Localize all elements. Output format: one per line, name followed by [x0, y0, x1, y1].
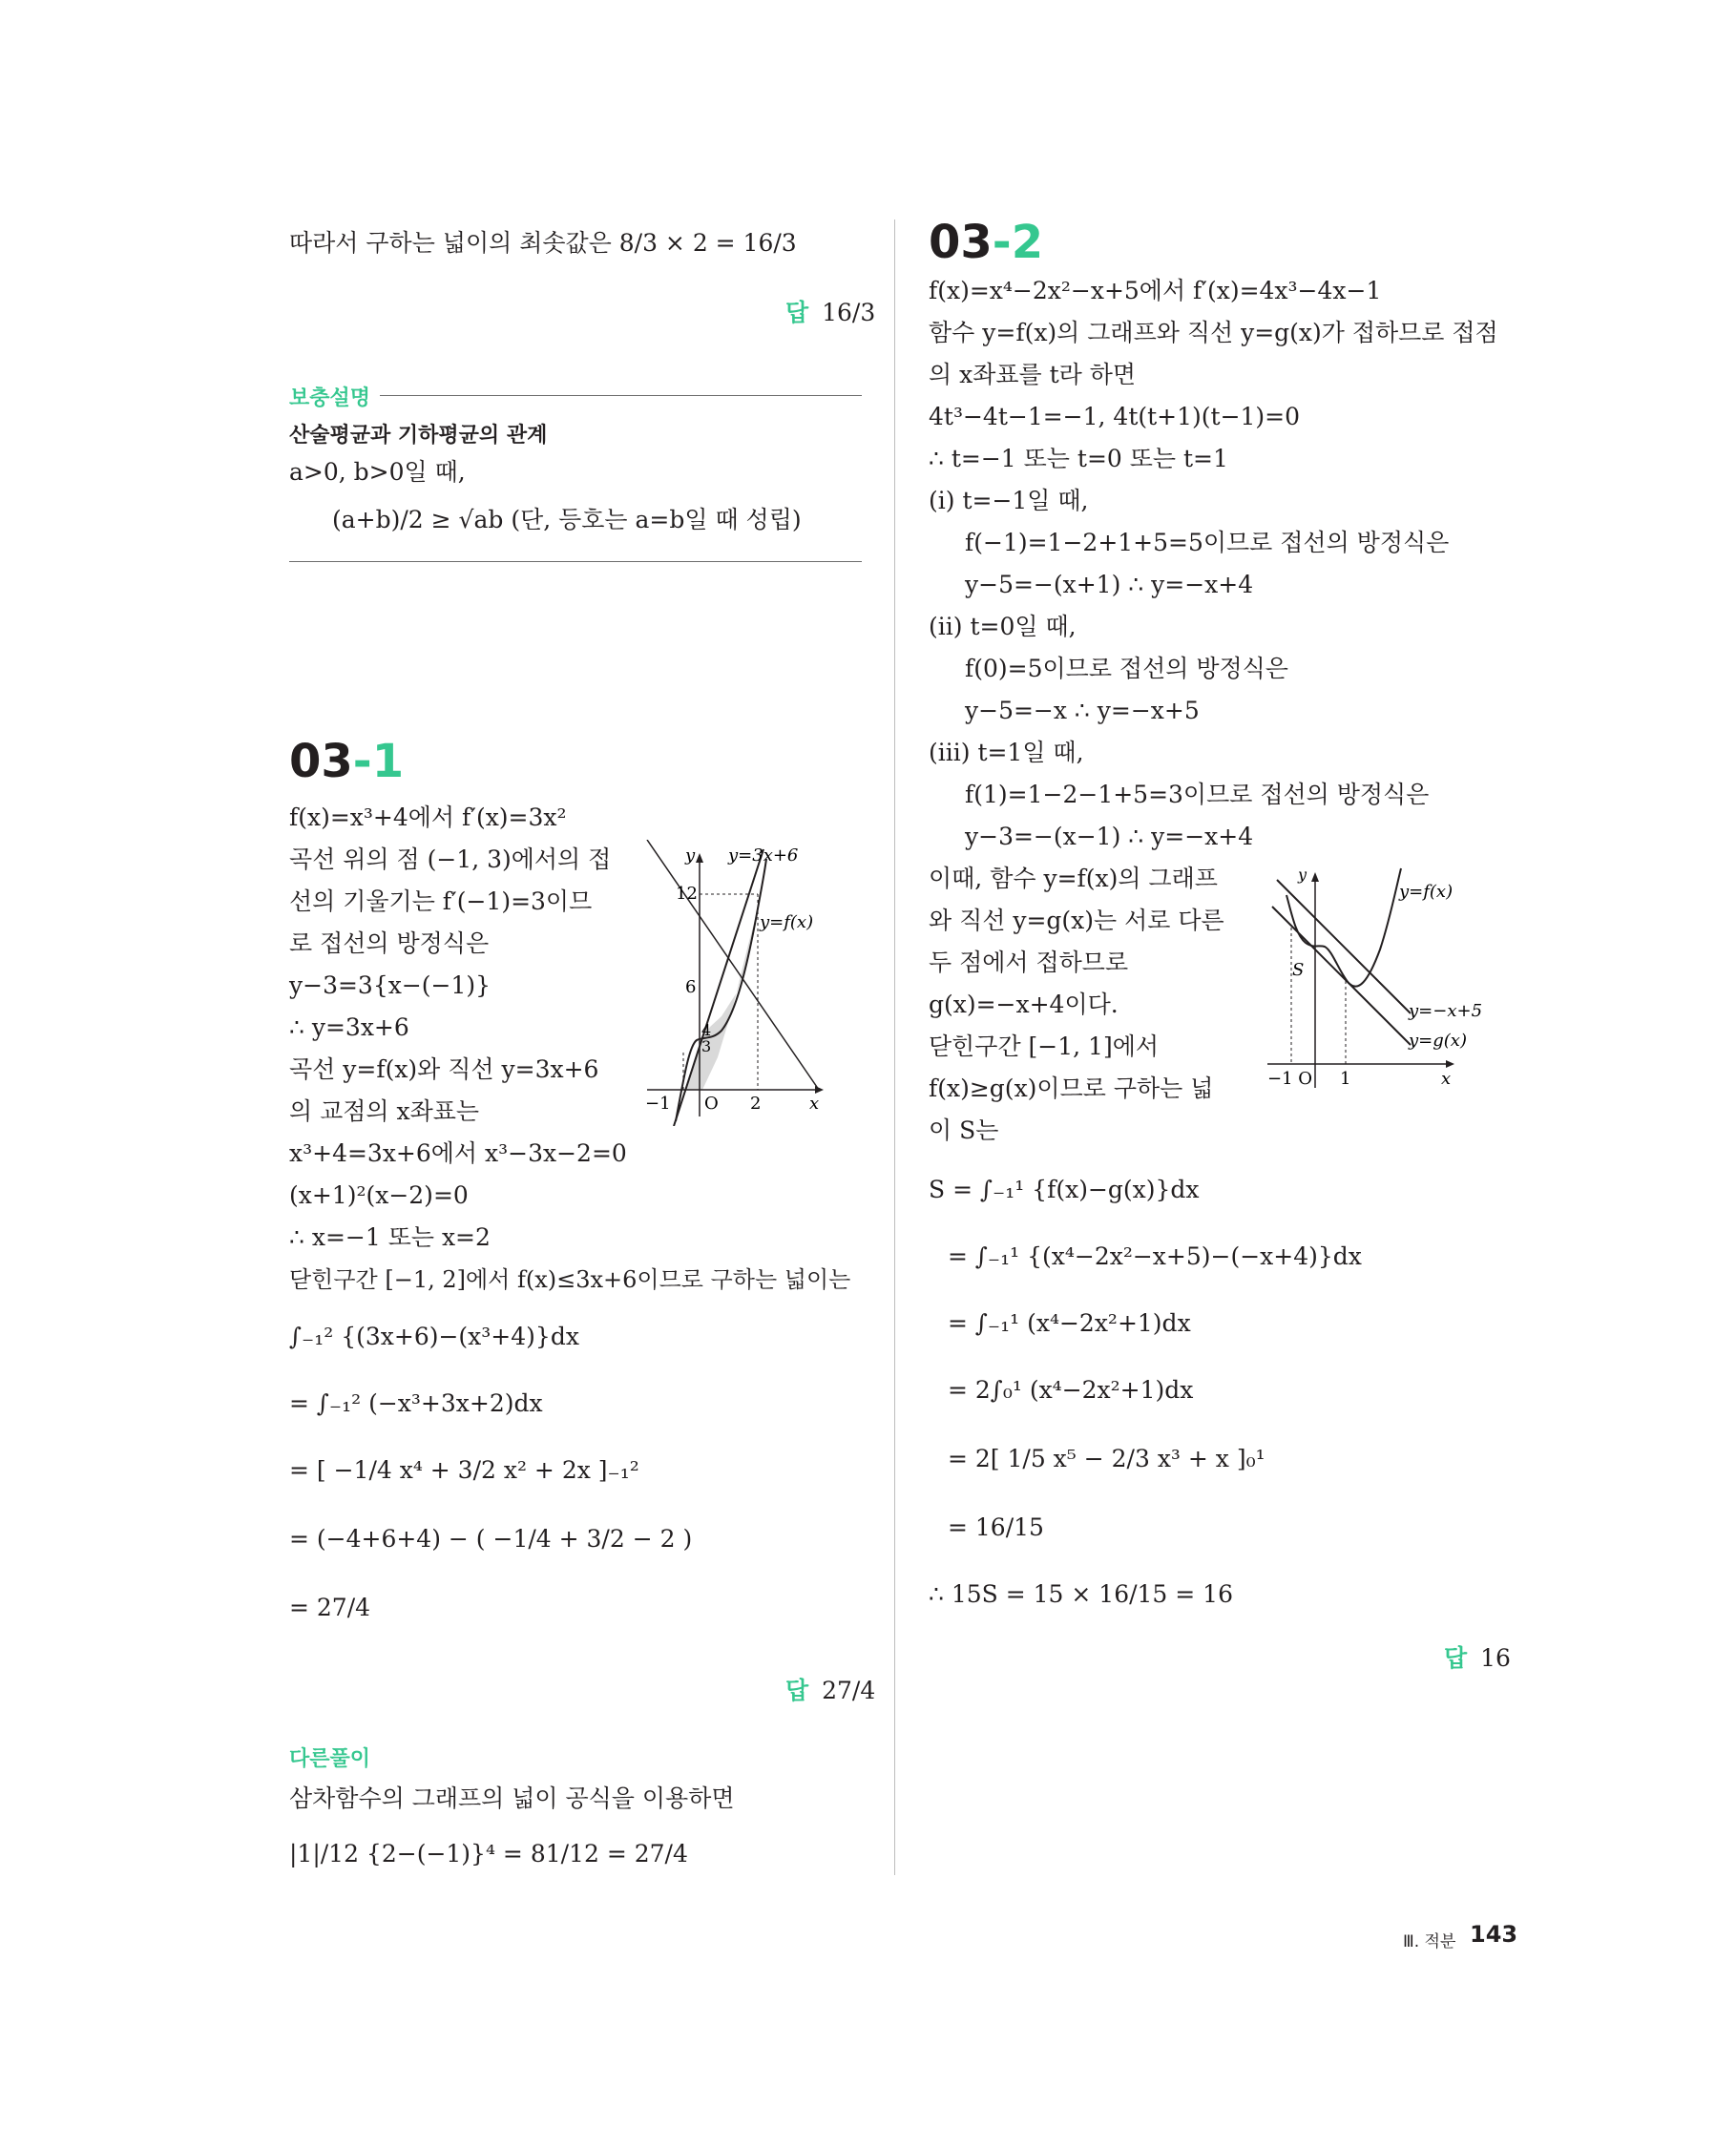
- p31-line-11: ∴ x=−1 또는 x=2: [289, 1223, 491, 1251]
- p32-line-20: f(x)≥g(x)이므로 구하는 넓: [929, 1074, 1214, 1102]
- heading-sub: 2: [1011, 216, 1044, 269]
- p32-line-25: = 2∫₀¹ (x⁴−2x²+1)dx: [948, 1376, 1194, 1404]
- alt-solution-title: 다른풀이: [289, 1747, 371, 1771]
- footer-page-number: 143: [1470, 1921, 1518, 1948]
- p32-line-3: 의 x좌표를 t라 하면: [929, 361, 1137, 388]
- p32-line-24: = ∫₋₁¹ (x⁴−2x²+1)dx: [948, 1309, 1191, 1337]
- y-axis-arrow: [696, 853, 703, 863]
- heading-number: 03: [289, 735, 353, 788]
- p32-line-21: 이 S는: [929, 1116, 999, 1144]
- region-label: S: [1292, 960, 1305, 980]
- p32-line-11: y−5=−x ∴ y=−x+5: [965, 697, 1200, 724]
- line2-label: y=g(x): [1409, 1031, 1467, 1051]
- p32-line-7: f(−1)=1−2+1+5=5이므로 접선의 방정식은: [965, 529, 1450, 556]
- tick-3: 3: [701, 1037, 712, 1055]
- answer-label: 답: [785, 299, 809, 326]
- supplement-title: 보충설명: [289, 386, 371, 410]
- alt-line-2: |1|/12 {2−(−1)}⁴ = 81/12 = 27/4: [289, 1840, 688, 1867]
- supplement-line-2: (a+b)/2 ≥ √ab (단, 등호는 a=b일 때 성립): [332, 506, 802, 533]
- p32-line-9: (ⅱ) t=0일 때,: [929, 613, 1077, 640]
- line1-label: y=−x+5: [1409, 1001, 1483, 1021]
- answer-value: 16: [1480, 1644, 1511, 1672]
- answer-value: 27/4: [822, 1677, 876, 1704]
- answer-label: 답: [1444, 1644, 1468, 1672]
- supplement-bottom-rule: [289, 561, 862, 562]
- x-axis-arrow: [1446, 1060, 1454, 1068]
- tick-12: 12: [676, 884, 698, 904]
- tick-1: 1: [1340, 1069, 1351, 1089]
- p31-line-17: = 27/4: [289, 1594, 371, 1621]
- answer-value: 16/3: [822, 299, 876, 326]
- p31-line-5: y−3=3{x−(−1)}: [289, 971, 492, 999]
- heading-sub: 1: [371, 735, 405, 788]
- p32-line-12: (ⅲ) t=1일 때,: [929, 739, 1084, 766]
- x-axis: [647, 840, 819, 1090]
- supplement-top-rule: [380, 395, 862, 396]
- p32-line-10: f(0)=5이므로 접선의 방정식은: [965, 655, 1288, 682]
- p31-line-8: 의 교점의 x좌표는: [289, 1097, 480, 1125]
- p32-line-18: g(x)=−x+4이다.: [929, 991, 1119, 1018]
- p32-line-17: 두 점에서 접하므로: [929, 949, 1129, 976]
- x-axis-label: x: [1441, 1069, 1452, 1089]
- p32-line-13: f(1)=1−2−1+5=3이므로 접선의 방정식은: [965, 781, 1430, 808]
- p31-line-10: (x+1)²(x−2)=0: [289, 1181, 469, 1209]
- p32-line-16: 와 직선 y=g(x)는 서로 다른: [929, 907, 1224, 934]
- p32-line-2: 함수 y=f(x)의 그래프와 직선 y=g(x)가 접하므로 접점: [929, 319, 1498, 346]
- p32-line-23: = ∫₋₁¹ {(x⁴−2x²−x+5)−(−x+4)}dx: [948, 1242, 1362, 1270]
- line-neg-x-plus-5: [1277, 880, 1411, 1013]
- heading-separator: -: [352, 735, 372, 788]
- p32-line-19: 닫힌구간 [−1, 1]에서: [929, 1033, 1160, 1060]
- p31-line-6: ∴ y=3x+6: [289, 1013, 409, 1041]
- neg1-origin-label: −1 O: [1267, 1069, 1313, 1089]
- p32-line-26: = 2[ 1/5 x⁵ − 2/3 x³ + x ]₀¹: [948, 1445, 1265, 1472]
- supplement-subtitle: 산술평균과 기하평균의 관계: [289, 424, 548, 448]
- p32-line-28: ∴ 15S = 15 × 16/15 = 16: [929, 1580, 1233, 1608]
- heading-separator: -: [992, 216, 1012, 269]
- tick-neg1: −1: [645, 1094, 671, 1114]
- graph-3-1: [638, 840, 871, 1126]
- column-divider: [894, 219, 895, 1875]
- footer-section: Ⅲ. 적분: [1403, 1932, 1456, 1951]
- graph-3-2: [1258, 859, 1501, 1107]
- p32-line-1: f(x)=x⁴−2x²−x+5에서 f′(x)=4x³−4x−1: [929, 277, 1382, 304]
- x-axis-label: x: [809, 1094, 820, 1114]
- answer-top: [785, 294, 875, 328]
- p32-line-8: y−5=−(x+1) ∴ y=−x+4: [965, 571, 1254, 598]
- alt-line-1: 삼차함수의 그래프의 넓이 공식을 이용하면: [289, 1784, 735, 1812]
- answer-3-1: [785, 1672, 875, 1706]
- p31-line-7: 곡선 y=f(x)와 직선 y=3x+6: [289, 1055, 599, 1083]
- line-label: y=3x+6: [728, 845, 799, 866]
- answer-label: 답: [785, 1677, 809, 1704]
- shaded-region: [685, 908, 758, 1090]
- heading-number: 03: [929, 216, 993, 269]
- p32-line-4: 4t³−4t−1=−1, 4t(t+1)(t−1)=0: [929, 403, 1301, 430]
- x-axis-arrow: [815, 1086, 824, 1094]
- tick-6: 6: [685, 977, 697, 997]
- y-axis-label: y: [1298, 866, 1307, 884]
- curve-label: y=f(x): [760, 912, 814, 932]
- conclusion-line: 따라서 구하는 넓이의 최솟값은 8/3 × 2 = 16/3: [289, 229, 797, 257]
- origin-label: O: [704, 1094, 719, 1114]
- p31-line-14: = ∫₋₁² (−x³+3x+2)dx: [289, 1389, 543, 1417]
- p31-line-12: 닫힌구간 [−1, 2]에서 f(x)≤3x+6이므로 구하는 넓이는: [289, 1266, 851, 1293]
- p31-line-2: 곡선 위의 점 (−1, 3)에서의 접: [289, 845, 612, 873]
- y-axis-arrow: [1311, 872, 1319, 882]
- p32-line-14: y−3=−(x−1) ∴ y=−x+4: [965, 823, 1254, 850]
- answer-3-2: [1444, 1639, 1511, 1674]
- supplement-line-1: a>0, b>0일 때,: [289, 458, 466, 486]
- problem-3-2-heading: [929, 216, 1043, 269]
- curve-label: y=f(x): [1399, 882, 1454, 902]
- p32-line-22: S = ∫₋₁¹ {f(x)−g(x)}dx: [929, 1176, 1200, 1203]
- p32-line-5: ∴ t=−1 또는 t=0 또는 t=1: [929, 445, 1228, 472]
- p31-line-1: f(x)=x³+4에서 f′(x)=3x²: [289, 803, 567, 831]
- p32-line-6: (ⅰ) t=−1일 때,: [929, 487, 1089, 514]
- p31-line-13: ∫₋₁² {(3x+6)−(x³+4)}dx: [289, 1323, 579, 1350]
- p31-line-4: 로 접선의 방정식은: [289, 929, 490, 957]
- p31-line-3: 선의 기울기는 f′(−1)=3이므: [289, 887, 593, 915]
- y-axis-label: y: [685, 845, 696, 866]
- p32-line-15: 이때, 함수 y=f(x)의 그래프: [929, 865, 1218, 892]
- p31-line-16: = (−4+6+4) − ( −1/4 + 3/2 − 2 ): [289, 1525, 693, 1553]
- p31-line-9: x³+4=3x+6에서 x³−3x−2=0: [289, 1139, 627, 1167]
- p32-line-27: = 16/15: [948, 1513, 1044, 1541]
- p31-line-15: = [ −1/4 x⁴ + 3/2 x² + 2x ]₋₁²: [289, 1456, 639, 1484]
- tick-4: 4: [701, 1021, 712, 1039]
- tick-2: 2: [750, 1094, 762, 1114]
- problem-3-1-heading: [289, 735, 404, 788]
